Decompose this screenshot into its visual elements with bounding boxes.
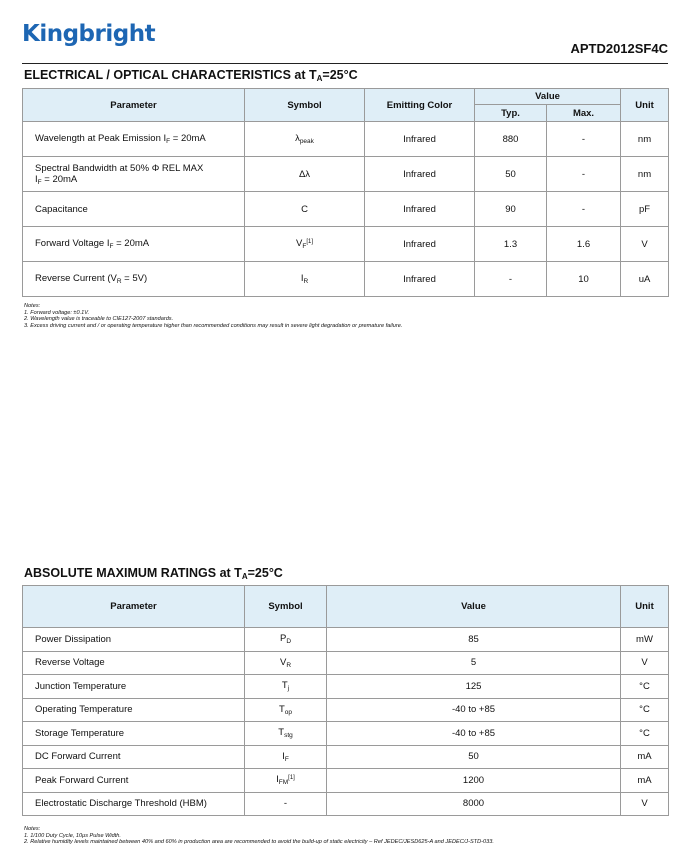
- max-cell: -: [547, 192, 621, 227]
- note-item: 1. 1/100 Duty Cycle, 10μs Pulse Width.: [24, 832, 121, 839]
- absolute-max-table: [22, 585, 669, 816]
- notes-heading: Notes:: [24, 303, 41, 309]
- header-parameter: Parameter: [23, 586, 245, 628]
- header-value: Value: [475, 89, 621, 105]
- value-cell: 1200: [327, 769, 621, 793]
- header-symbol: Symbol: [245, 89, 365, 122]
- symbol-cell: $T_{op}$: [245, 698, 327, 722]
- typ-cell: 50: [475, 157, 547, 192]
- table-row: [23, 722, 669, 746]
- value-cell: 85: [327, 628, 621, 652]
- table-row: [23, 698, 669, 722]
- header-unit: Unit: [621, 89, 669, 122]
- param-cell: Reverse Current $(V_R = 5V)$: [23, 262, 245, 297]
- notes-heading: Notes:: [24, 826, 41, 832]
- note-item: 1. Forward voltage: ±0.1V.: [24, 309, 90, 316]
- unit-cell: mA: [621, 769, 669, 793]
- header-emitting-color: Emitting Color: [365, 89, 475, 122]
- unit-cell: V: [621, 227, 669, 262]
- param-cell: Spectral Bandwidth at 50% Φ REL MAX $I_F = 20mA$: [23, 157, 245, 192]
- table-row: [23, 262, 669, 297]
- table-row: [23, 628, 669, 652]
- symbol-cell: $I_R$: [245, 262, 365, 297]
- value-cell: -40 to +85: [327, 722, 621, 746]
- table-row: [23, 745, 669, 769]
- table-row: [23, 792, 669, 816]
- header-symbol: Symbol: [245, 586, 327, 628]
- value-cell: 125: [327, 675, 621, 699]
- param-cell: Wavelength at Peak Emission $I_F = 20mA$: [23, 122, 245, 157]
- header-typ: Typ.: [475, 105, 547, 122]
- color-cell: Infrared: [365, 122, 475, 157]
- param-cell: Power Dissipation: [23, 628, 245, 652]
- table-row: [23, 651, 669, 675]
- unit-cell: uA: [621, 262, 669, 297]
- typ-cell: -: [475, 262, 547, 297]
- unit-cell: nm: [621, 157, 669, 192]
- value-cell: 50: [327, 745, 621, 769]
- unit-cell: mW: [621, 628, 669, 652]
- param-cell: Junction Temperature: [23, 675, 245, 699]
- header-max: Max.: [547, 105, 621, 122]
- color-cell: Infrared: [365, 157, 475, 192]
- header-unit: Unit: [621, 586, 669, 628]
- symbol-cell: $T_{stg}$: [245, 722, 327, 746]
- symbol-cell: $T_j$: [245, 675, 327, 699]
- header-parameter: Parameter: [23, 89, 245, 122]
- typ-cell: 1.3: [475, 227, 547, 262]
- symbol-cell: $P_D$: [245, 628, 327, 652]
- max-cell: 10: [547, 262, 621, 297]
- symbol-cell: $\lambda_{peak}$: [245, 122, 365, 157]
- symbol-cell: -: [245, 792, 327, 816]
- unit-cell: pF: [621, 192, 669, 227]
- absolute-max-title: ABSOLUTE MAXIMUM RATINGS at $T_A=25^\circ C$: [24, 566, 283, 581]
- header-divider: [22, 63, 668, 64]
- brand-logo: Kingbright: [22, 21, 156, 47]
- note-item: 2. Relative humidity levels maintained between 40% and 60% in production area are recommended to avoid the build-up of static electricity – Ref JEDEC/JESD625-A and JEDEC/J-STD-033.: [24, 839, 494, 846]
- absolute-max-notes: [24, 826, 494, 846]
- max-cell: -: [547, 122, 621, 157]
- value-cell: 8000: [327, 792, 621, 816]
- part-number: APTD2012SF4C: [570, 41, 668, 56]
- symbol-cell: $V_F[1]$: [245, 227, 365, 262]
- symbol-cell: $I_F$: [245, 745, 327, 769]
- unit-cell: °C: [621, 698, 669, 722]
- param-cell: Forward Voltage $I_F = 20mA$: [23, 227, 245, 262]
- electrical-optical-title: ELECTRICAL / OPTICAL CHARACTERISTICS at $T_A=25^\circ C$: [24, 68, 358, 83]
- header-value: Value: [327, 586, 621, 628]
- max-cell: -: [547, 157, 621, 192]
- param-cell: Reverse Voltage: [23, 651, 245, 675]
- color-cell: Infrared: [365, 262, 475, 297]
- electrical-notes: [24, 303, 402, 329]
- color-cell: Infrared: [365, 192, 475, 227]
- max-cell: 1.6: [547, 227, 621, 262]
- unit-cell: °C: [621, 722, 669, 746]
- color-cell: Infrared: [365, 227, 475, 262]
- param-cell: Capacitance: [23, 192, 245, 227]
- note-item: 3. Excess driving current and / or operating temperature higher than recommended conditions may result in severe light degradation or premature failure.: [24, 322, 403, 329]
- table-row: [23, 122, 669, 157]
- typ-cell: 880: [475, 122, 547, 157]
- param-cell: Electrostatic Discharge Threshold (HBM): [23, 792, 245, 816]
- symbol-cell: Δλ: [245, 157, 365, 192]
- table-row: [23, 769, 669, 793]
- table-row: [23, 192, 669, 227]
- value-cell: 5: [327, 651, 621, 675]
- unit-cell: °C: [621, 675, 669, 699]
- unit-cell: V: [621, 651, 669, 675]
- symbol-cell: $V_R$: [245, 651, 327, 675]
- unit-cell: V: [621, 792, 669, 816]
- symbol-cell: $I_{FM}[1]$: [245, 769, 327, 793]
- param-cell: Operating Temperature: [23, 698, 245, 722]
- table-row: [23, 675, 669, 699]
- electrical-optical-table: [22, 88, 669, 297]
- note-item: 2. Wavelength value is traceable to CIE127-2007 standards.: [24, 316, 174, 323]
- table-row: [23, 157, 669, 192]
- param-cell: Peak Forward Current: [23, 769, 245, 793]
- unit-cell: mA: [621, 745, 669, 769]
- value-cell: -40 to +85: [327, 698, 621, 722]
- unit-cell: nm: [621, 122, 669, 157]
- table-row: [23, 227, 669, 262]
- symbol-cell: C: [245, 192, 365, 227]
- param-cell: Storage Temperature: [23, 722, 245, 746]
- typ-cell: 90: [475, 192, 547, 227]
- param-cell: DC Forward Current: [23, 745, 245, 769]
